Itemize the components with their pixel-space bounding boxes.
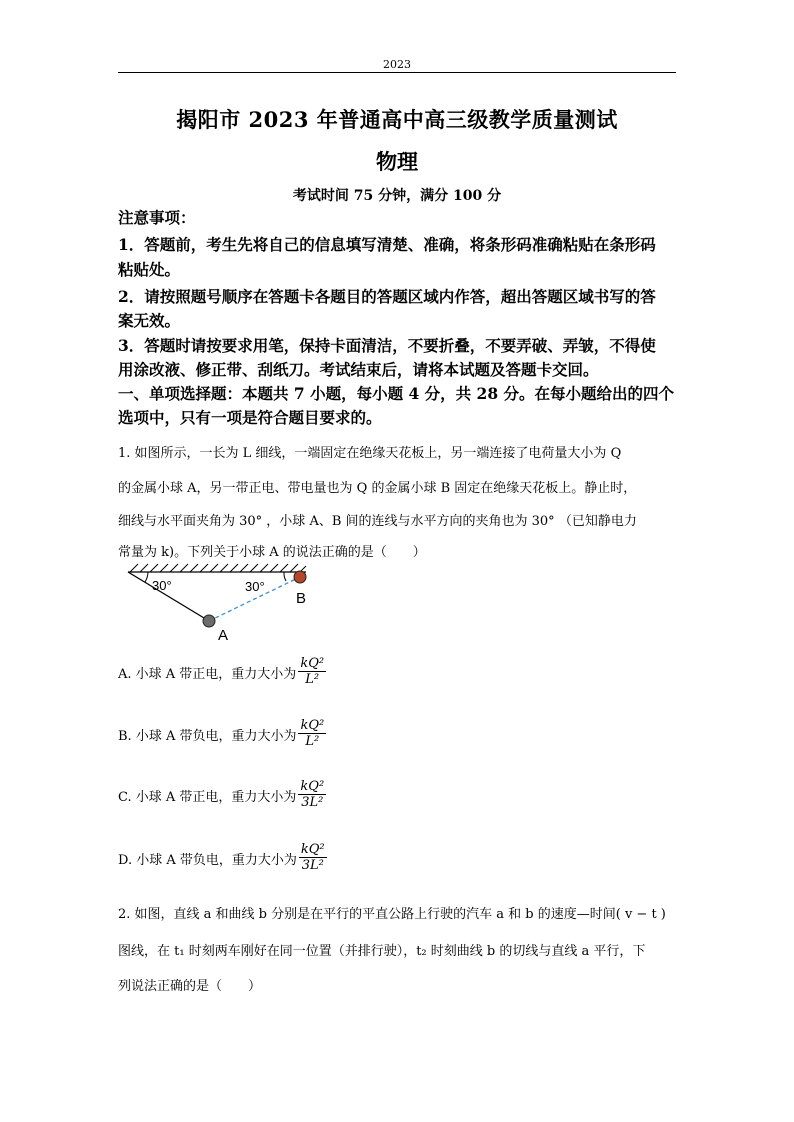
fraction-denominator: L² [305,734,320,749]
fraction-numerator: kQ² [300,656,325,671]
angle-arc-left [145,572,148,582]
ceiling [128,564,306,572]
q1-option-d[interactable] [118,842,327,874]
section-1-line-2: 选项中，只有一项是符合题目要求的。 [118,408,382,427]
header-year: 2023 [383,58,411,71]
q1-option-c[interactable] [118,779,326,811]
label-b: B [296,590,307,607]
fraction-denominator: L² [305,672,320,687]
fraction-numerator: kQ² [300,718,325,733]
angle-label-left: 30° [152,578,172,593]
fraction-numerator: kQ² [300,779,325,794]
notice-item-1-line-2: 粘贴处。 [118,260,181,279]
fraction-denominator: 3L² [301,858,324,873]
option-fraction [298,779,326,811]
notice-heading: 注意事项： [118,208,196,227]
notice-item-2-line-2: 案无效。 [118,311,181,330]
option-fraction [298,656,326,688]
fraction-denominator: 3L² [301,795,324,810]
q1-figure [118,560,318,650]
subject-title: 物理 [376,149,418,174]
q1-line-2: 的金属小球 A，另一带正电、带电量也为 Q 的金属小球 B 固定在绝缘天花板上。静止时， [118,481,637,496]
exam-info: 考试时间 75 分钟，满分 100 分 [292,188,502,204]
ball-b [294,571,306,583]
q2-line-3: 列说法正确的是（ ） [118,979,262,994]
page-title: 揭阳市 2023 年普通高中高三级教学质量测试 [176,107,618,132]
q1-option-b[interactable] [118,718,326,750]
option-fraction [298,718,326,750]
fraction-numerator: kQ² [300,842,325,857]
option-text: C. 小球 A 带正电，重力大小为 [118,789,297,805]
option-text: B. 小球 A 带负电，重力大小为 [118,728,297,744]
label-a: A [218,627,229,644]
notice-item-2-line-1: 2．请按照题号顺序在答题卡各题目的答题区域内作答，超出答题区域书写的答 [118,287,656,306]
q1-option-a[interactable] [118,656,326,688]
q1-line-4: 常量为 k)。下列关于小球 A 的说法正确的是（ ） [118,545,426,560]
q1-line-3: 细线与水平面夹角为 30° ，小球 A、B 间的连线与水平方向的夹角也为 30° （已知静电力 [118,514,637,529]
q2-line-1: 2. 如图，直线 a 和曲线 b 分别是在平行的平直公路上行驶的汽车 a 和 b 的速度—时间( v − t ) [118,907,666,922]
notice-item-3-line-2: 用涂改液、修正带、刮纸刀。考试结束后，请将本试题及答题卡交回。 [118,360,599,379]
q1-line-1: 1. 如图所示，一长为 L 细线，一端固定在绝缘天花板上，另一端连接了电荷量大小为 Q [118,446,622,461]
q2-line-2: 图线，在 t₁ 时刻两车刚好在同一位置（并排行驶），t₂ 时刻曲线 b 的切线与直线 a 平行，下 [118,944,646,959]
notice-item-3-line-1: 3．答题时请按要求用笔，保持卡面清洁，不要折叠，不要弄破、弄皱，不得使 [118,336,656,355]
ball-a [203,615,215,627]
angle-label-right: 30° [245,579,265,594]
header-rule [118,72,676,73]
option-text: A. 小球 A 带正电，重力大小为 [118,666,297,682]
option-fraction [299,842,327,874]
section-1-line-1: 一、单项选择题：本题共 7 小题，每小题 4 分，共 28 分。在每小题给出的四个 [118,384,675,403]
option-text: D. 小球 A 带负电，重力大小为 [118,852,297,868]
notice-item-1-line-1: 1．答题前，考生先将自己的信息填写清楚、准确，将条形码准确粘贴在条形码 [118,235,656,254]
angle-arc-right [284,572,286,581]
